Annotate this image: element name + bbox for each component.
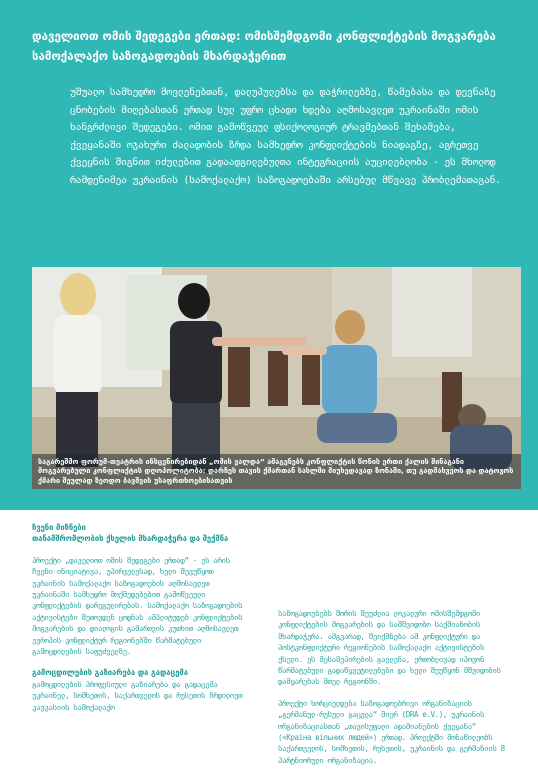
photo-caption: საგარეშმო ფორუმ-თეატრის ინსცენირებიდან „ომის ვალდა“ ამაგენებს კონფლიქტის წონის ერთი ქალის შინაგანი მოგვარებული კონფლიქტის დღოპოლიტობა: დარჩეს თავის ქმართან სახლში მიუხედავად ზონაში, თუ გადმახვეოს და დატოვოს ქმარი შეულად ზეოდო ბავშვის უსაფრთხოებისათვის [32,454,521,489]
intro-paragraph: უშუალო სამხედრო მოვლენებთან, დალუპულებსა და დაჭრილებზე, წამებასა და დევნაზე ცნობების მიღებასთან ერთად სულ უფრო ცხადი ხდება აღმოსავლეთ უკრაინაში ომის ხანგრძლივი შედეგები. ომით გამოწვეულ ფსიქოლოგიურ ტრავმებთან შეხამება, ქვეყანაში ოჯახური ძალადობის ზრდა სამხედრო კონფლიქტების ნიადაგზე, აგრეთვე ქვეყნის შიგნით იძულებით გადაადგილებულთა ინტეგრაციის აუცილებლობა - ეს მხოლოდ რამდენიმეა უკრაინის (სამოქალაქო) საზოგადოებაში არსებულ მწვავე პრობლემათაგან. [70,87,501,186]
page-title: დაველიოთ ომის შედეგები ერთად: ომისშემდგომი კონფლიქტების მოგვარება სამოქალაქო საზოგადოების მხარდაჭერით [32,29,496,63]
workshop-photo [32,267,521,489]
right-paragraph-2: პროექტი ხორციელდება საზოგადოებრივი ორგანიზაციის „გერმანულ-რუსული გაცვლა“ მიერ (DRA e.V.), უკრაინის ორგანიზაციასთან „თავისუფალი ადამიანების ქვეყანა“ («Країна вільних людей») ერთად. პროექტში მონაწილეობს საქართველოს, სომხეთის, რუსეთის, უკრაინის და გერმანიის 8 პარტნიორული ორგანიზაცია. [278,698,505,765]
left-column [32,522,247,723]
left-paragraph-1: პროექტი „დაველიოთ ომის შედეგები ერთად“ - ეს არის ჩვენი ინიციატივა, უპირველესად, ხელი შევუწყოთ უკრაინის სამოქალაქო საზოგადოების აღმოსავლეთ უკრაინაში სამხედრო მოქმედებებით გამოწვეული კონფლიქტების დარეგულირებას. სამოქალაქო საზოგადოების აქტივისტები შეთოვდენ ცოდნას ამპლიტუდებ კონფლიქტების მოგვარების და დიალოგის გამართვის კუთხით აღმოსავლეთ ევროპის კონფლიქტურ რეგიონებში წარმატებული გამოცდილების საფუძველზე. [32,555,243,657]
left-paragraph-2: გამოცდილების პროფესიული გაზიარება და გადაცემა უკრაინელ, სომხეთის, საქართველოს და რუსეთის ჩრდილოეთ კავკასიის სამოქალაქო [32,679,243,712]
right-paragraph-1: საზოგადოებებს შორის შეუძლია ლოკალური ომისშემდგომი კონფლიქტების მოგვარების და სამშვიდობო საქმიანობის მხარდაჭერა. ამგვარად, შეიქმნება ამ კონფლიქტური და პოსტკონფლიქტური რეგიონების სამოქალაქო აქტივისტების ქსელი. ეს მესამეპირების გავლენა, ერთობლივად იპოვონ წარმატებული გადაწყვეტილებები და ხელი შეუწყონ მშვიდობის დამყარებას მთელ რეგიონში. [278,609,501,687]
section-heading-experience: გამოცდილების გაზიარება და გადაცემა [32,668,188,678]
section-heading-network: თანამშრომლობის ქსელის მხარდაჭერა და შექმნა [32,534,229,544]
section-heading-goals: ჩვენი მიზნები [32,523,86,532]
right-column [278,608,506,776]
